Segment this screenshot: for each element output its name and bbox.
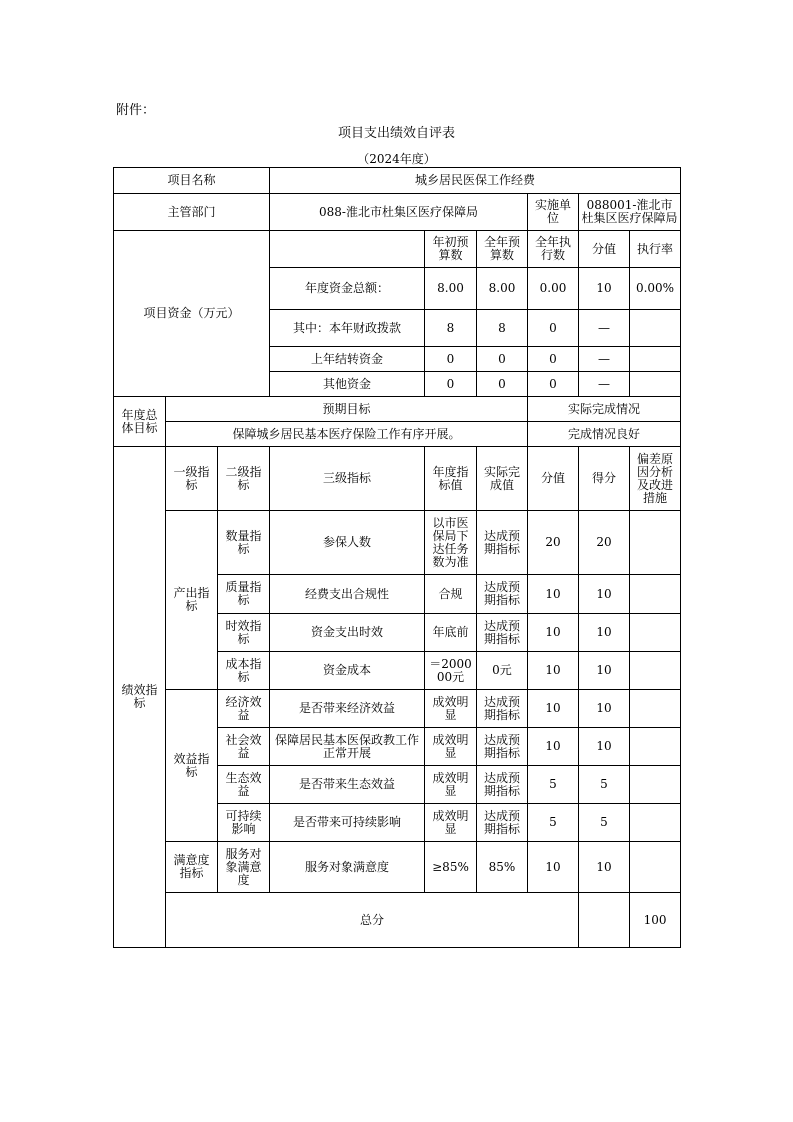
performance-self-evaluation-table xyxy=(113,167,681,948)
score-cell: 10 xyxy=(579,614,630,652)
deviation-header: 偏差原因分析及改进措施 xyxy=(630,447,681,511)
score-cell: 10 xyxy=(579,652,630,690)
output-indicator-group: 产出指标 xyxy=(166,511,218,690)
actual-cell: 达成预期指标 xyxy=(477,766,528,804)
funds-executed-cell: 0 xyxy=(528,347,579,372)
department-row xyxy=(114,194,681,231)
score-cell: 10 xyxy=(579,728,630,766)
funds-row-label: 年度资金总额： xyxy=(270,268,425,310)
annual-target-header: 年度指标值 xyxy=(425,447,477,511)
funds-annual-cell: 8 xyxy=(477,310,528,347)
score-cell: 5 xyxy=(579,804,630,842)
department-value: 088-淮北市杜集区医疗保障局 xyxy=(270,194,528,231)
funds-header-initial: 年初预算数 xyxy=(425,231,477,268)
deviation-cell xyxy=(630,614,681,652)
indicator-row xyxy=(114,690,681,728)
actual-cell: 达成预期指标 xyxy=(477,804,528,842)
deviation-cell xyxy=(630,804,681,842)
funds-initial-cell: 0 xyxy=(425,372,477,397)
level2-cell: 时效指标 xyxy=(218,614,270,652)
total-score-value: 100 xyxy=(630,893,681,948)
goals-content-row xyxy=(114,422,681,447)
level2-cell: 经济效益 xyxy=(218,690,270,728)
level2-cell: 可持续影响 xyxy=(218,804,270,842)
benefit-indicator-group: 效益指标 xyxy=(166,690,218,842)
level3-cell: 保障居民基本医保政教工作正常开展 xyxy=(270,728,425,766)
level3-cell: 资金成本 xyxy=(270,652,425,690)
level2-cell: 数量指标 xyxy=(218,511,270,575)
funds-header-blank xyxy=(270,231,425,268)
performance-indicators-label: 绩效指标 xyxy=(114,447,166,948)
actual-cell: 达成预期指标 xyxy=(477,575,528,614)
actual-cell: 达成预期指标 xyxy=(477,728,528,766)
funds-score-value-cell: 10 xyxy=(579,268,630,310)
actual-completion-text: 完成情况良好 xyxy=(528,422,681,447)
score-value-cell: 5 xyxy=(528,766,579,804)
funds-header-score-value: 分值 xyxy=(579,231,630,268)
deviation-cell xyxy=(630,766,681,804)
score-value-cell: 10 xyxy=(528,690,579,728)
level2-cell: 质量指标 xyxy=(218,575,270,614)
score-value-cell: 20 xyxy=(528,511,579,575)
deviation-cell xyxy=(630,728,681,766)
score-value-cell: 10 xyxy=(528,842,579,893)
indicator-row xyxy=(114,842,681,893)
funds-rate-cell xyxy=(630,310,681,347)
level3-cell: 经费支出合规性 xyxy=(270,575,425,614)
score-value-cell: 10 xyxy=(528,614,579,652)
score-cell: 10 xyxy=(579,842,630,893)
total-blank-cell xyxy=(579,893,630,948)
target-cell: ＝200000元 xyxy=(425,652,477,690)
annual-goals-label: 年度总体目标 xyxy=(114,397,166,447)
target-cell: 年底前 xyxy=(425,614,477,652)
score-cell: 20 xyxy=(579,511,630,575)
score-value-cell: 10 xyxy=(528,575,579,614)
score-cell: 10 xyxy=(579,575,630,614)
level3-cell: 资金支出时效 xyxy=(270,614,425,652)
actual-completion-header: 实际完成情况 xyxy=(528,397,681,422)
target-cell: 成效明显 xyxy=(425,690,477,728)
implementing-unit-label: 实施单位 xyxy=(528,194,579,231)
funds-executed-cell: 0 xyxy=(528,372,579,397)
level3-cell: 是否带来经济效益 xyxy=(270,690,425,728)
target-cell: 成效明显 xyxy=(425,728,477,766)
score-header: 得分 xyxy=(579,447,630,511)
level2-cell: 社会效益 xyxy=(218,728,270,766)
funds-score-value-cell: — xyxy=(579,347,630,372)
score-value-cell: 10 xyxy=(528,652,579,690)
expected-goal-text: 保障城乡居民基本医疗保险工作有序开展。 xyxy=(166,422,528,447)
total-row xyxy=(114,893,681,948)
level1-indicator-header: 一级指标 xyxy=(166,447,218,511)
target-cell: 成效明显 xyxy=(425,766,477,804)
level2-cell: 生态效益 xyxy=(218,766,270,804)
funds-annual-cell: 0 xyxy=(477,372,528,397)
total-label: 总分 xyxy=(166,893,579,948)
funds-row-label: 其中：本年财政拨款 xyxy=(270,310,425,347)
level2-indicator-header: 二级指标 xyxy=(218,447,270,511)
actual-cell: 达成预期指标 xyxy=(477,690,528,728)
project-name-value: 城乡居民医保工作经费 xyxy=(270,168,681,194)
document-title: 项目支出绩效自评表 xyxy=(337,126,455,141)
deviation-cell xyxy=(630,652,681,690)
actual-cell: 达成预期指标 xyxy=(477,511,528,575)
document-year: （2024年度） xyxy=(357,152,436,166)
score-cell: 5 xyxy=(579,766,630,804)
funds-executed-cell: 0.00 xyxy=(528,268,579,310)
funds-row-label: 其他资金 xyxy=(270,372,425,397)
score-value-cell: 10 xyxy=(528,728,579,766)
actual-cell: 达成预期指标 xyxy=(477,614,528,652)
funds-initial-cell: 8.00 xyxy=(425,268,477,310)
department-label: 主管部门 xyxy=(114,194,270,231)
funds-annual-cell: 0 xyxy=(477,347,528,372)
target-cell: 成效明显 xyxy=(425,804,477,842)
funds-rate-cell xyxy=(630,372,681,397)
satisfaction-indicator-group: 满意度指标 xyxy=(166,842,218,893)
indicator-row xyxy=(114,511,681,575)
deviation-cell xyxy=(630,575,681,614)
expected-goal-header: 预期目标 xyxy=(166,397,528,422)
score-cell: 10 xyxy=(579,690,630,728)
funds-initial-cell: 8 xyxy=(425,310,477,347)
actual-value-header: 实际完成值 xyxy=(477,447,528,511)
funds-header-annual: 全年预算数 xyxy=(477,231,528,268)
indicator-header-row xyxy=(114,447,681,511)
funds-rate-cell xyxy=(630,347,681,372)
project-name-label: 项目名称 xyxy=(114,168,270,194)
level2-cell: 服务对象满意度 xyxy=(218,842,270,893)
target-cell: 合规 xyxy=(425,575,477,614)
target-cell: ≥85% xyxy=(425,842,477,893)
funds-score-value-cell: — xyxy=(579,372,630,397)
funds-header-row xyxy=(114,231,681,268)
funds-row-label: 上年结转资金 xyxy=(270,347,425,372)
score-value-cell: 5 xyxy=(528,804,579,842)
funds-rate-cell: 0.00% xyxy=(630,268,681,310)
funds-annual-cell: 8.00 xyxy=(477,268,528,310)
project-name-row xyxy=(114,168,681,194)
funds-label: 项目资金（万元） xyxy=(114,231,270,397)
score-value-header: 分值 xyxy=(528,447,579,511)
level2-cell: 成本指标 xyxy=(218,652,270,690)
level3-cell: 参保人数 xyxy=(270,511,425,575)
funds-header-executed: 全年执行数 xyxy=(528,231,579,268)
implementing-unit-value: 088001-淮北市杜集区医疗保障局 xyxy=(579,194,681,231)
deviation-cell xyxy=(630,511,681,575)
funds-score-value-cell: — xyxy=(579,310,630,347)
target-cell: 以市医保局下达任务数为准 xyxy=(425,511,477,575)
level3-indicator-header: 三级指标 xyxy=(270,447,425,511)
funds-header-rate: 执行率 xyxy=(630,231,681,268)
level3-cell: 是否带来可持续影响 xyxy=(270,804,425,842)
attachment-label: 附件： xyxy=(116,103,156,118)
deviation-cell xyxy=(630,842,681,893)
goals-header-row xyxy=(114,397,681,422)
level3-cell: 服务对象满意度 xyxy=(270,842,425,893)
funds-executed-cell: 0 xyxy=(528,310,579,347)
deviation-cell xyxy=(630,690,681,728)
funds-initial-cell: 0 xyxy=(425,347,477,372)
actual-cell: 0元 xyxy=(477,652,528,690)
actual-cell: 85% xyxy=(477,842,528,893)
level3-cell: 是否带来生态效益 xyxy=(270,766,425,804)
